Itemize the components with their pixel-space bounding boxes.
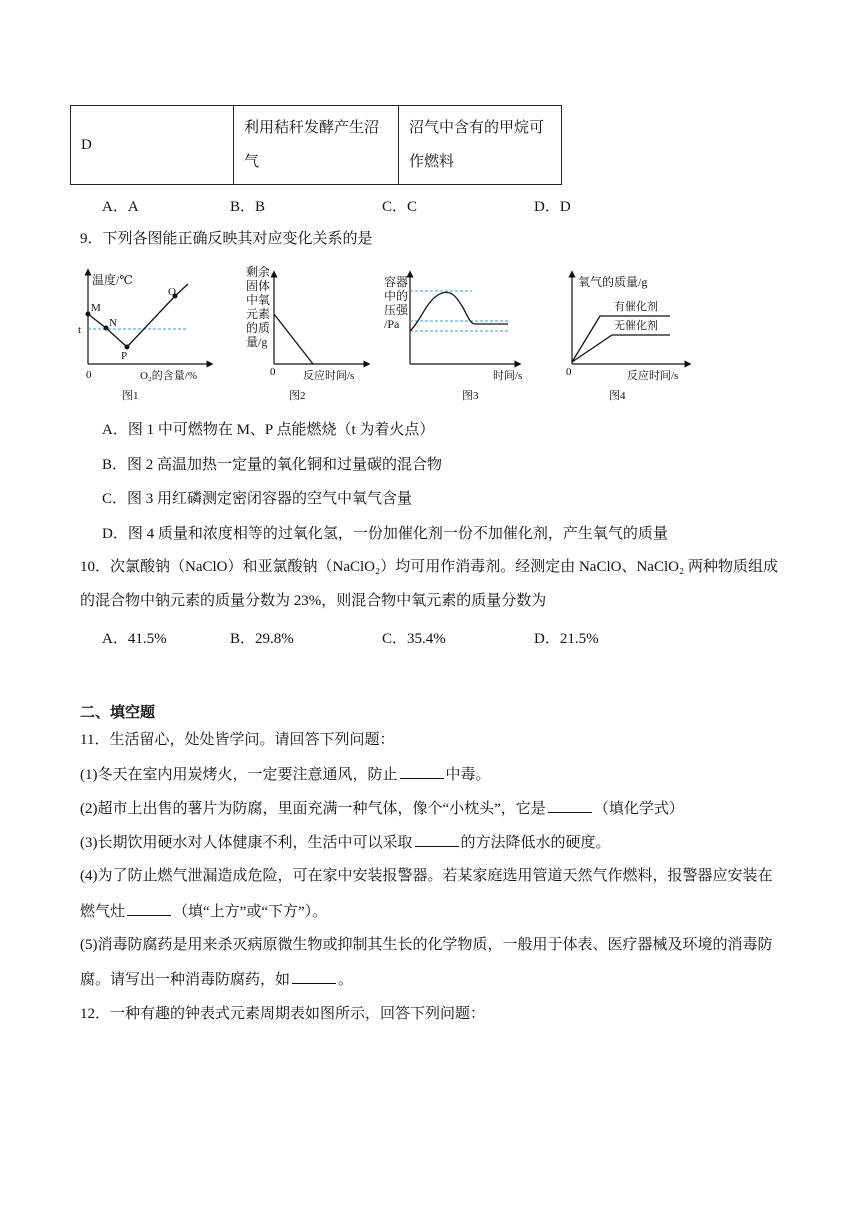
q11-part2-text-b: （填化学式） bbox=[593, 801, 684, 817]
q11-part1-text-b: 中毒。 bbox=[445, 767, 491, 783]
fig1-ylabel: 温度/℃ bbox=[92, 273, 133, 287]
table-row bbox=[71, 106, 562, 185]
q10-line2: 的混合物中钠元素的质量分数为 23%，则混合物中氧元素的质量分数为 bbox=[80, 593, 547, 609]
method-cell bbox=[234, 106, 399, 185]
q11-part1-text-a: (1)冬天在室内用炭烤火，一定要注意通风，防止 bbox=[80, 767, 398, 783]
answer-blank-2[interactable] bbox=[548, 798, 592, 813]
fig3-ylabel-3: 压强 bbox=[384, 303, 409, 317]
q8-choice-b: B．B bbox=[230, 199, 266, 215]
q12-stem: 12．一种有趣的钟表式元素周期表如图所示，回答下列问题： bbox=[80, 1006, 486, 1022]
q11-part4-line2 bbox=[80, 901, 327, 922]
q11-stem: 11．生活留心，处处皆学问。请回答下列问题： bbox=[80, 732, 395, 748]
fig1-point-q: Q bbox=[168, 286, 176, 298]
row-label bbox=[71, 106, 234, 185]
q11-part4-text-b: （填“上方”或“下方”）。 bbox=[173, 904, 328, 920]
fig1-point-p: P bbox=[121, 350, 128, 362]
fig2-ylabel-2: 固体 bbox=[246, 279, 271, 293]
fig2-xlabel: 反应时间/s bbox=[303, 370, 355, 382]
q10-choice-b: B．29.8% bbox=[230, 631, 294, 647]
q11-part2-text-a: (2)超市上出售的薯片为防腐，里面充满一种气体，像个“小枕头”，它是 bbox=[80, 801, 546, 817]
reason-line2: 作燃料 bbox=[409, 154, 455, 170]
fig3-ylabel-4: /Pa bbox=[384, 317, 400, 331]
fig2-ylabel-4: 元素 bbox=[246, 307, 271, 321]
q8-choice-d: D．D bbox=[534, 199, 571, 215]
fig4-origin: 0 bbox=[566, 366, 572, 378]
fig4-series-catalyst: 有催化剂 bbox=[614, 301, 658, 313]
fig1-point-n: N bbox=[109, 317, 117, 329]
fig2-ylabel-3: 中氧 bbox=[246, 293, 271, 307]
q11-part5-line2 bbox=[80, 969, 353, 990]
q9-choice-c: C．图 3 用红磷测定密闭容器的空气中氧气含量 bbox=[102, 491, 413, 507]
q10-line1: 10．次氯酸钠（NaClO）和亚氯酸钠（NaClO₂）均可用作消毒剂。经测定由 NaClO、NaClO₂ 两种物质组成 bbox=[80, 559, 778, 575]
answer-blank-3[interactable] bbox=[415, 832, 459, 847]
q11-part3 bbox=[80, 832, 611, 853]
figure-4 bbox=[566, 274, 688, 402]
q10-choice-d: D．21.5% bbox=[534, 631, 599, 647]
fig1-xlabel: O₂的含量/% bbox=[140, 370, 197, 382]
reason-cell bbox=[399, 106, 562, 185]
figure-1 bbox=[78, 272, 210, 402]
fig3-ylabel-1: 容器 bbox=[384, 275, 409, 289]
q9-choice-a: A．图 1 中可燃物在 M、P 点能燃烧（t 为着火点） bbox=[102, 422, 435, 438]
fig1-point-m: M bbox=[91, 302, 101, 314]
section-2-title: 二、填空题 bbox=[80, 704, 156, 721]
q9-stem: 9．下列各图能正确反映其对应变化关系的是 bbox=[80, 231, 373, 247]
q11-part5-text-a: 腐。请写出一种消毒防腐药，如 bbox=[80, 972, 291, 988]
q11-part3-text-a: (3)长期饮用硬水对人体健康不利，生活中可以采取 bbox=[80, 835, 413, 851]
q9-choice-d: D．图 4 质量和浓度相等的过氧化氢，一份加催化剂一份不加催化剂，产生氧气的质量 bbox=[102, 526, 668, 542]
q11-part4-text-a: 燃气灶 bbox=[80, 904, 126, 920]
fig3-caption: 图3 bbox=[462, 390, 479, 402]
q10-choice-c: C．35.4% bbox=[382, 631, 446, 647]
q9-choice-b: B．图 2 高温加热一定量的氧化铜和过量碳的混合物 bbox=[102, 457, 443, 473]
options-table bbox=[70, 105, 562, 185]
fig2-ylabel-5: 的质 bbox=[246, 321, 271, 335]
q11-part5-text-b: 。 bbox=[338, 972, 354, 988]
row-label-text: D bbox=[81, 137, 92, 153]
q10-choice-a: A．41.5% bbox=[102, 631, 167, 647]
q11-part2 bbox=[80, 798, 684, 819]
q11-part3-text-b: 的方法降低水的硬度。 bbox=[460, 835, 611, 851]
answer-blank-1[interactable] bbox=[400, 764, 444, 779]
q11-part4-line1: (4)为了防止燃气泄漏造成危险，可在家中安装报警器。若某家庭选用管道天然气作燃料，报警器应安装在 bbox=[80, 868, 773, 884]
fig3-ylabel-2: 中的 bbox=[384, 289, 409, 303]
fig1-t-label: t bbox=[78, 324, 82, 336]
fig2-ylabel-1: 剩余 bbox=[246, 265, 271, 279]
figure-3 bbox=[384, 274, 522, 402]
fig4-caption: 图4 bbox=[609, 390, 626, 402]
q11-part5-line1: (5)消毒防腐药是用来杀灭病原微生物或抑制其生长的化学物质，一般用于体表、医疗器械及环境的消毒防 bbox=[80, 937, 773, 953]
fig2-origin: 0 bbox=[270, 366, 276, 378]
q8-choice-c: C．C bbox=[382, 199, 418, 215]
fig4-xlabel: 反应时间/s bbox=[627, 370, 679, 382]
fig2-caption: 图2 bbox=[289, 390, 306, 402]
q11-part1 bbox=[80, 764, 491, 785]
method-line2: 气 bbox=[244, 154, 260, 170]
q9-figures bbox=[70, 262, 720, 412]
q8-choice-a: A．A bbox=[102, 199, 139, 215]
fig4-series-no-catalyst: 无催化剂 bbox=[614, 320, 658, 332]
fig3-xlabel: 时间/s bbox=[493, 370, 523, 382]
method-line1: 利用秸秆发酵产生沼 bbox=[244, 120, 380, 136]
figure-2 bbox=[246, 265, 367, 402]
fig2-ylabel-6: 量/g bbox=[246, 335, 268, 349]
fig4-ylabel: 氧气的质量/g bbox=[578, 275, 648, 289]
reason-line1: 沼气中含有的甲烷可 bbox=[409, 120, 545, 136]
answer-blank-4[interactable] bbox=[127, 901, 171, 916]
fig1-origin: 0 bbox=[86, 369, 92, 381]
fig1-caption: 图1 bbox=[122, 390, 139, 402]
answer-blank-5[interactable] bbox=[292, 969, 336, 984]
